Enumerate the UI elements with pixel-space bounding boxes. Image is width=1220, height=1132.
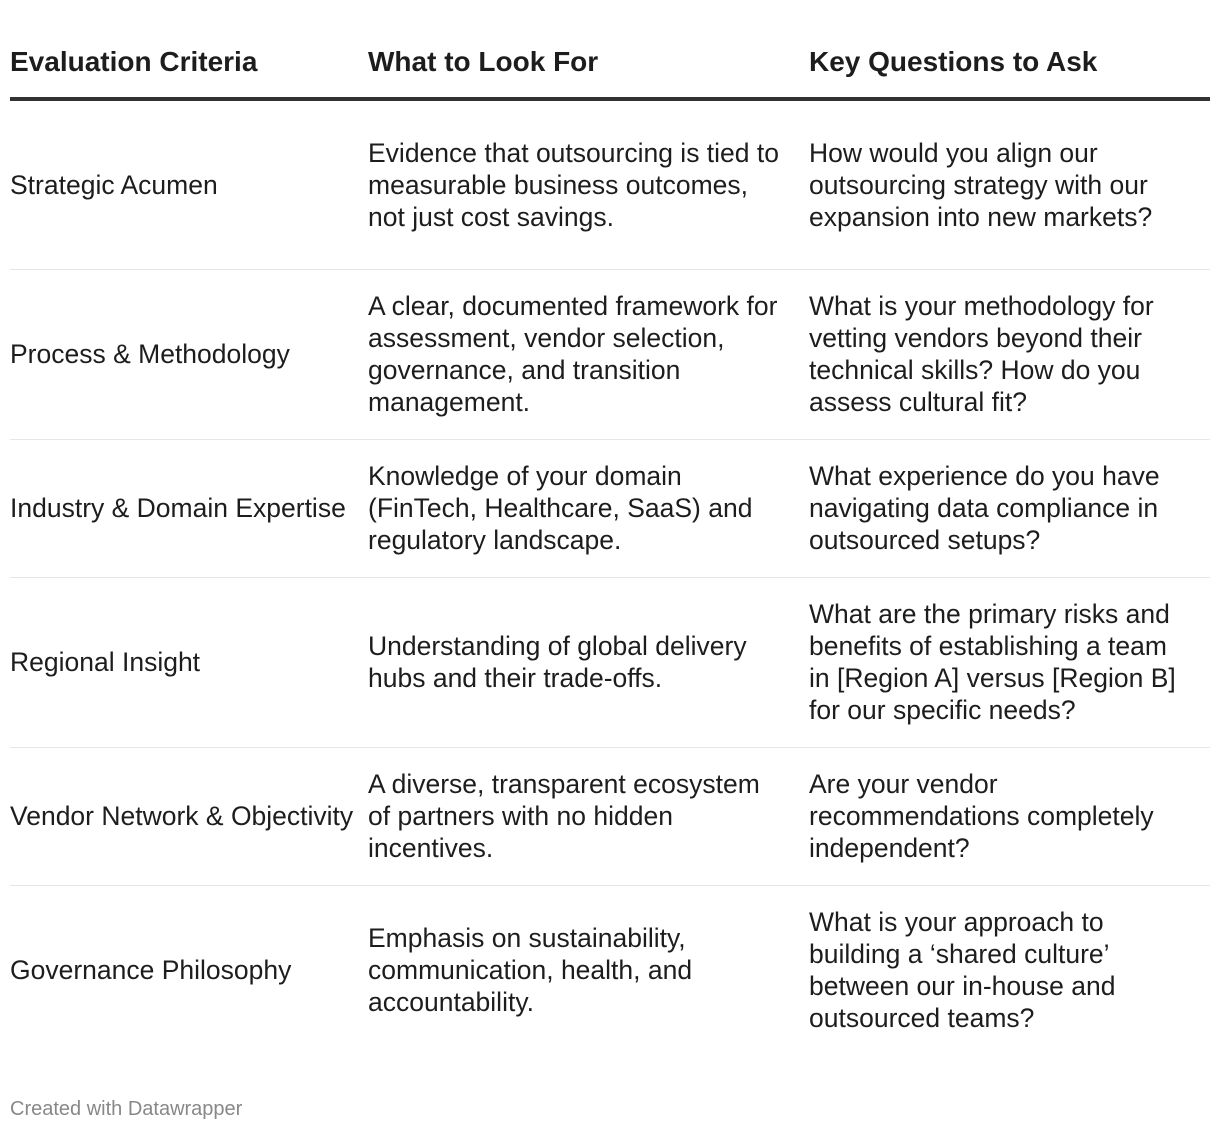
datawrapper-credit: Created with Datawrapper bbox=[10, 1098, 243, 1120]
table-row bbox=[10, 439, 1210, 577]
column-header-what-to-look-for: What to Look For bbox=[368, 0, 809, 99]
question-cell: What is your methodology for vetting vendors beyond their technical skills? How do you assess cultural fit? bbox=[809, 269, 1210, 439]
look-for-cell: A clear, documented framework for assessment, vendor selection, governance, and transition management. bbox=[368, 269, 809, 439]
look-for-cell: A diverse, transparent ecosystem of partners with no hidden incentives. bbox=[368, 747, 809, 885]
look-for-cell: Knowledge of your domain (FinTech, Healthcare, SaaS) and regulatory landscape. bbox=[368, 439, 809, 577]
criteria-cell: Regional Insight bbox=[10, 577, 368, 747]
table-row bbox=[10, 99, 1210, 269]
table-row bbox=[10, 885, 1210, 1055]
question-cell: What experience do you have navigating data compliance in outsourced setups? bbox=[809, 439, 1210, 577]
evaluation-table bbox=[10, 0, 1210, 1055]
criteria-cell: Vendor Network & Objectivity bbox=[10, 747, 368, 885]
look-for-cell: Emphasis on sustainability, communication, health, and accountability. bbox=[368, 923, 693, 1018]
question-cell: What is your approach to building a ‘shared culture’ between our in-house and outsourced teams? bbox=[809, 907, 1116, 1034]
look-for-cell: Evidence that outsourcing is tied to measurable business outcomes, not just cost savings. bbox=[368, 99, 809, 269]
criteria-cell: Process & Methodology bbox=[10, 269, 368, 439]
criteria-cell: Strategic Acumen bbox=[10, 99, 368, 269]
question-cell: What are the primary risks and benefits of establishing a team in [Region A] versus [Region B] for our specific needs? bbox=[809, 577, 1210, 747]
look-for-cell: Understanding of global delivery hubs and their trade-offs. bbox=[368, 577, 809, 747]
column-header-key-questions: Key Questions to Ask bbox=[809, 0, 1210, 99]
table-row bbox=[10, 577, 1210, 747]
question-cell: How would you align our outsourcing strategy with our expansion into new markets? bbox=[809, 99, 1210, 269]
table-container bbox=[10, 0, 1210, 1055]
question-cell: Are your vendor recommendations completely independent? bbox=[809, 747, 1210, 885]
header-row bbox=[10, 0, 1210, 99]
table-row bbox=[10, 747, 1210, 885]
column-header-evaluation-criteria: Evaluation Criteria bbox=[10, 0, 368, 99]
criteria-cell: Governance Philosophy bbox=[10, 955, 292, 986]
criteria-cell: Industry & Domain Expertise bbox=[10, 439, 368, 577]
table-row bbox=[10, 269, 1210, 439]
